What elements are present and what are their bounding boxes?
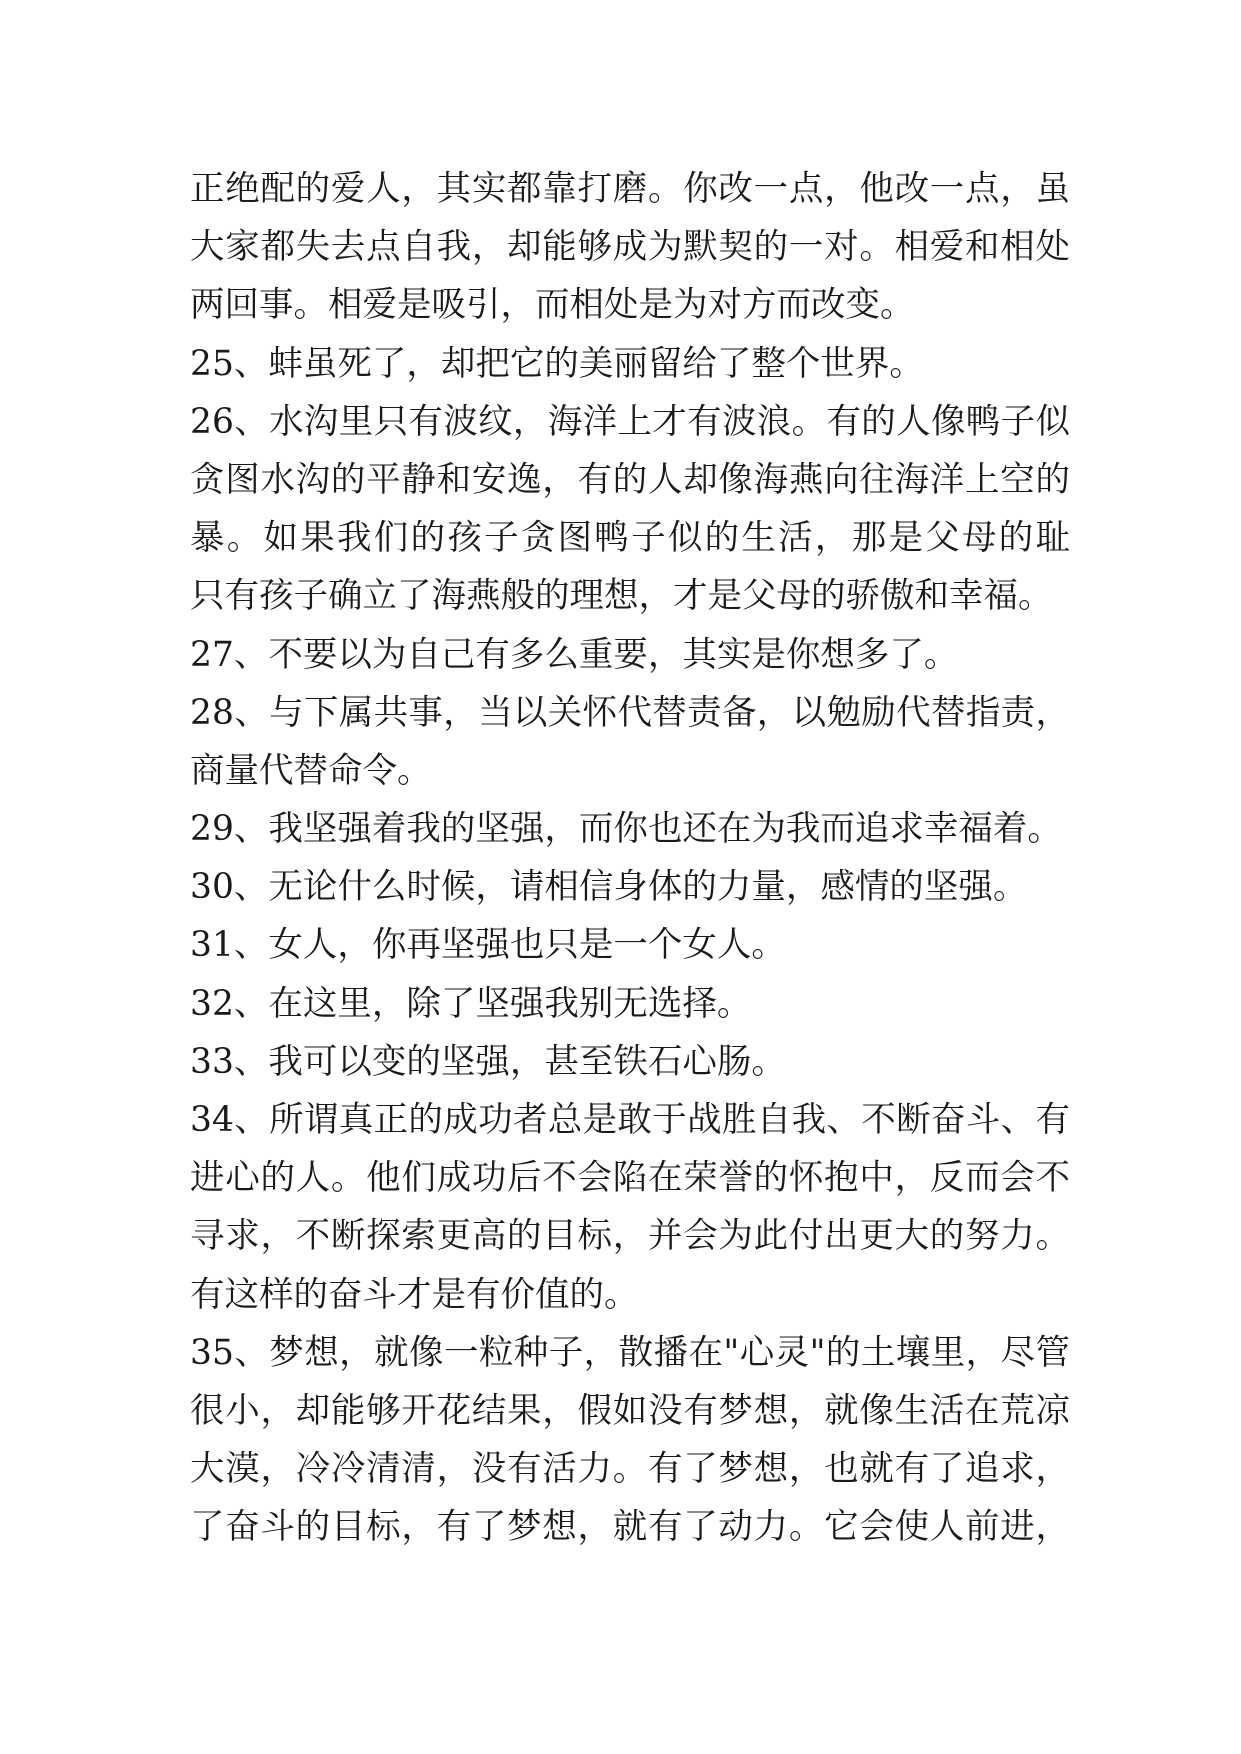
text-line: 31、女人，你再坚强也只是一个女人。 <box>190 925 786 966</box>
text-line: 27、不要以为自己有多么重要，其实是你想多了。 <box>190 634 959 675</box>
text-line: 两回事。相爱是吸引，而相处是为对方而改变。 <box>190 285 915 326</box>
text-line: 35、梦想，就像一粒种子，散播在"心灵"的土壤里，尽管 <box>190 1332 1070 1373</box>
text-line: 有这样的奋斗才是有价值的。 <box>190 1274 639 1315</box>
text-line: 暴。如果我们的孩子贪图鸭子似的生活，那是父母的耻 <box>190 518 1070 559</box>
text-line: 很小，却能够开花结果，假如没有梦想，就像生活在荒凉 <box>190 1390 1070 1431</box>
text-line: 29、我坚强着我的坚强，而你也还在为我而追求幸福着。 <box>190 809 1062 850</box>
text-line: 商量代替命令。 <box>190 750 432 791</box>
text-line: 34、所谓真正的成功者总是敢于战胜自我、不断奋斗、有 <box>190 1100 1070 1140</box>
text-line: 28、与下属共事，当以关怀代替责备，以勉励代替指责， <box>190 692 1070 733</box>
text-line: 了奋斗的目标，有了梦想，就有了动力。它会使人前进， <box>190 1507 1070 1548</box>
text-line: 25、蚌虽死了，却把它的美丽留给了整个世界。 <box>190 343 924 384</box>
text-line: 大漠，冷冷清清，没有活力。有了梦想，也就有了追求， <box>190 1449 1070 1490</box>
text-line: 正绝配的爱人，其实都靠打磨。你改一点，他改一点，虽 <box>190 169 1070 209</box>
text-line: 32、在这里，除了坚强我别无选择。 <box>190 983 752 1024</box>
text-line: 26、水沟里只有波纹，海洋上才有波浪。有的人像鸭子似 <box>190 401 1070 442</box>
text-line: 30、无论什么时候，请相信身体的力量，感情的坚强。 <box>190 867 1028 908</box>
text-line: 只有孩子确立了海燕般的理想，才是父母的骄傲和幸福。 <box>190 576 1053 617</box>
document-body-text <box>190 160 1070 1557</box>
text-line: 寻求，不断探索更高的目标，并会为此付出更大的努力。 <box>190 1216 1070 1257</box>
text-line: 33、我可以变的坚强，甚至铁石心肠。 <box>190 1041 786 1082</box>
text-line: 进心的人。他们成功后不会陷在荣誉的怀抱中，反而会不 <box>190 1158 1070 1199</box>
text-line: 大家都失去点自我，却能够成为默契的一对。相爱和相处 <box>190 227 1070 268</box>
text-line: 贪图水沟的平静和安逸，有的人却像海燕向往海洋上空的 <box>190 459 1070 500</box>
